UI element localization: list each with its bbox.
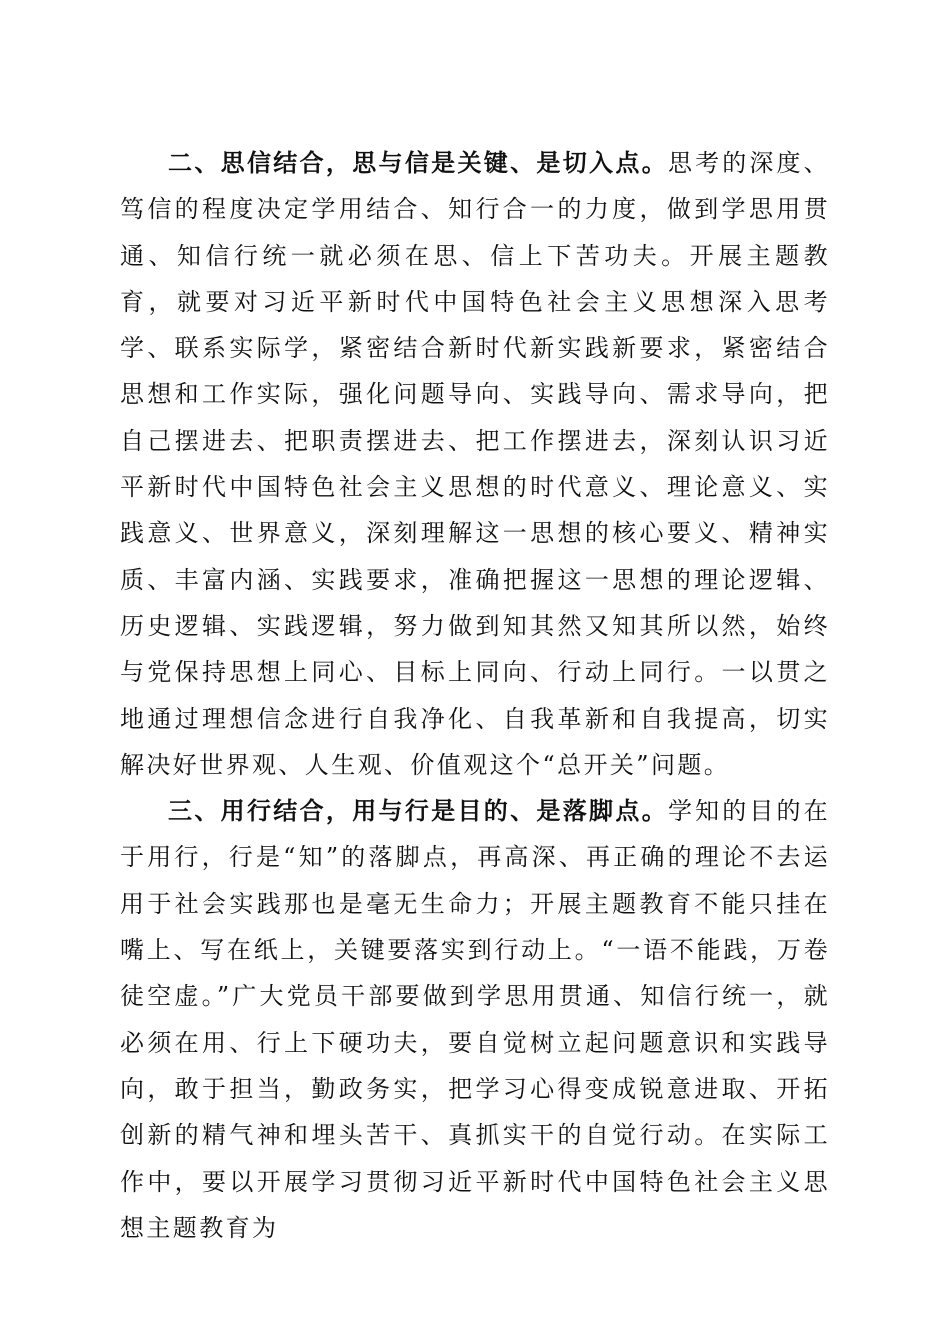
paragraph-two [120, 140, 830, 788]
document-body [120, 140, 830, 1251]
paragraph-three-text: 学知的目的在于用行，行是“知”的落脚点，再高深、再正确的理论不去运用于社会实践那也是毫无生命力；开展主题教育不能只挂在嘴上、写在纸上，关键要落实到行动上。“一语不能践，万卷徒空虚。”广大党员干部要做到学思用贯通、知信行统一，就必须在用、行上下硬功夫，要自觉树立起问题意识和实践导向，敢于担当，勤政务实，把学习心得变成锐意进取、开拓创新的精气神和埋头苦干、真抓实干的自觉行动。在实际工作中，要以开展学习贯彻习近平新时代中国特色社会主义思想主题教育为 [120, 797, 830, 1242]
paragraph-three [120, 788, 830, 1251]
paragraph-three-heading: 三、用行结合，用与行是目的、是落脚点。 [168, 797, 669, 826]
paragraph-two-text: 思考的深度、笃信的程度决定学用结合、知行合一的力度，做到学思用贯通、知信行统一就必须在思、信上下苦功夫。开展主题教育，就要对习近平新时代中国特色社会主义思想深入思考学、联系实际学，紧密结合新时代新实践新要求，紧密结合思想和工作实际，强化问题导向、实践导向、需求导向，把自己摆进去、把职责摆进去、把工作摆进去，深刻认识习近平新时代中国特色社会主义思想的时代意义、理论意义、实践意义、世界意义，深刻理解这一思想的核心要义、精神实质、丰富内涵、实践要求，准确把握这一思想的理论逻辑、历史逻辑、实践逻辑，努力做到知其然又知其所以然，始终与党保持思想上同心、目标上同向、行动上同行。一以贯之地通过理想信念进行自我净化、自我革新和自我提高，切实解决好世界观、人生观、价值观这个“总开关”问题。 [120, 149, 830, 779]
paragraph-two-heading: 二、思信结合，思与信是关键、是切入点。 [168, 149, 669, 177]
